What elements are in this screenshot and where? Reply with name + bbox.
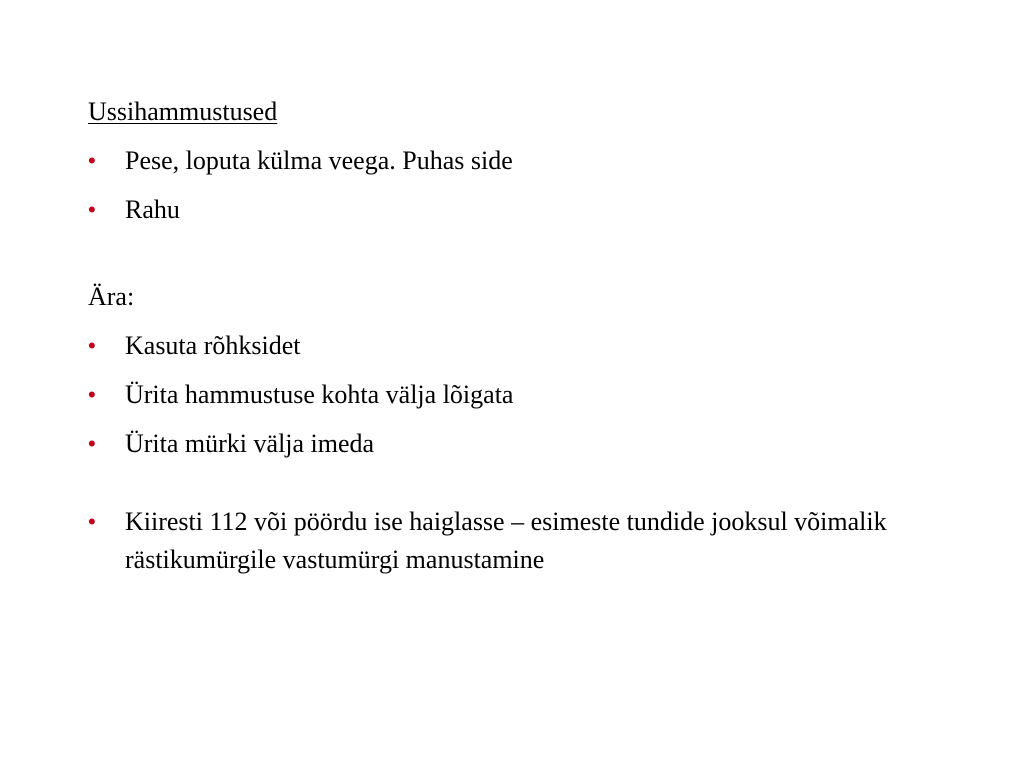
section-heading-snakebites: Ussihammustused — [88, 97, 278, 126]
spacer — [88, 229, 988, 278]
list-item-text: Pese, loputa külma veega. Puhas side — [125, 146, 513, 175]
list-item — [88, 191, 988, 229]
list-item — [88, 327, 988, 365]
list-item — [88, 142, 988, 180]
bullet-list-emergency — [88, 503, 988, 579]
bullet-list-dont — [88, 327, 988, 463]
list-item-text: Ürita mürki välja imeda — [125, 429, 375, 458]
bullet-icon: • — [88, 333, 96, 358]
bullet-icon: • — [88, 148, 96, 173]
list-item — [88, 425, 988, 463]
bullet-icon: • — [88, 431, 96, 456]
slide-content — [88, 93, 988, 579]
section-heading-dont: Ära: — [88, 282, 135, 311]
list-item-text: Rahu — [125, 195, 180, 224]
bullet-list-first-aid — [88, 142, 988, 229]
list-item-text: Kiiresti 112 või pöördu ise haiglasse – esimeste tundide jooksul võimalik rästikumürgile vastumürgi manustamine — [125, 507, 887, 574]
list-item — [88, 503, 988, 579]
list-item — [88, 376, 988, 414]
bullet-icon: • — [88, 509, 96, 534]
list-item-text: Ürita hammustuse kohta välja lõigata — [125, 380, 514, 409]
bullet-icon: • — [88, 197, 96, 222]
spacer — [88, 463, 988, 503]
bullet-icon: • — [88, 382, 96, 407]
list-item-text: Kasuta rõhksidet — [125, 331, 301, 360]
